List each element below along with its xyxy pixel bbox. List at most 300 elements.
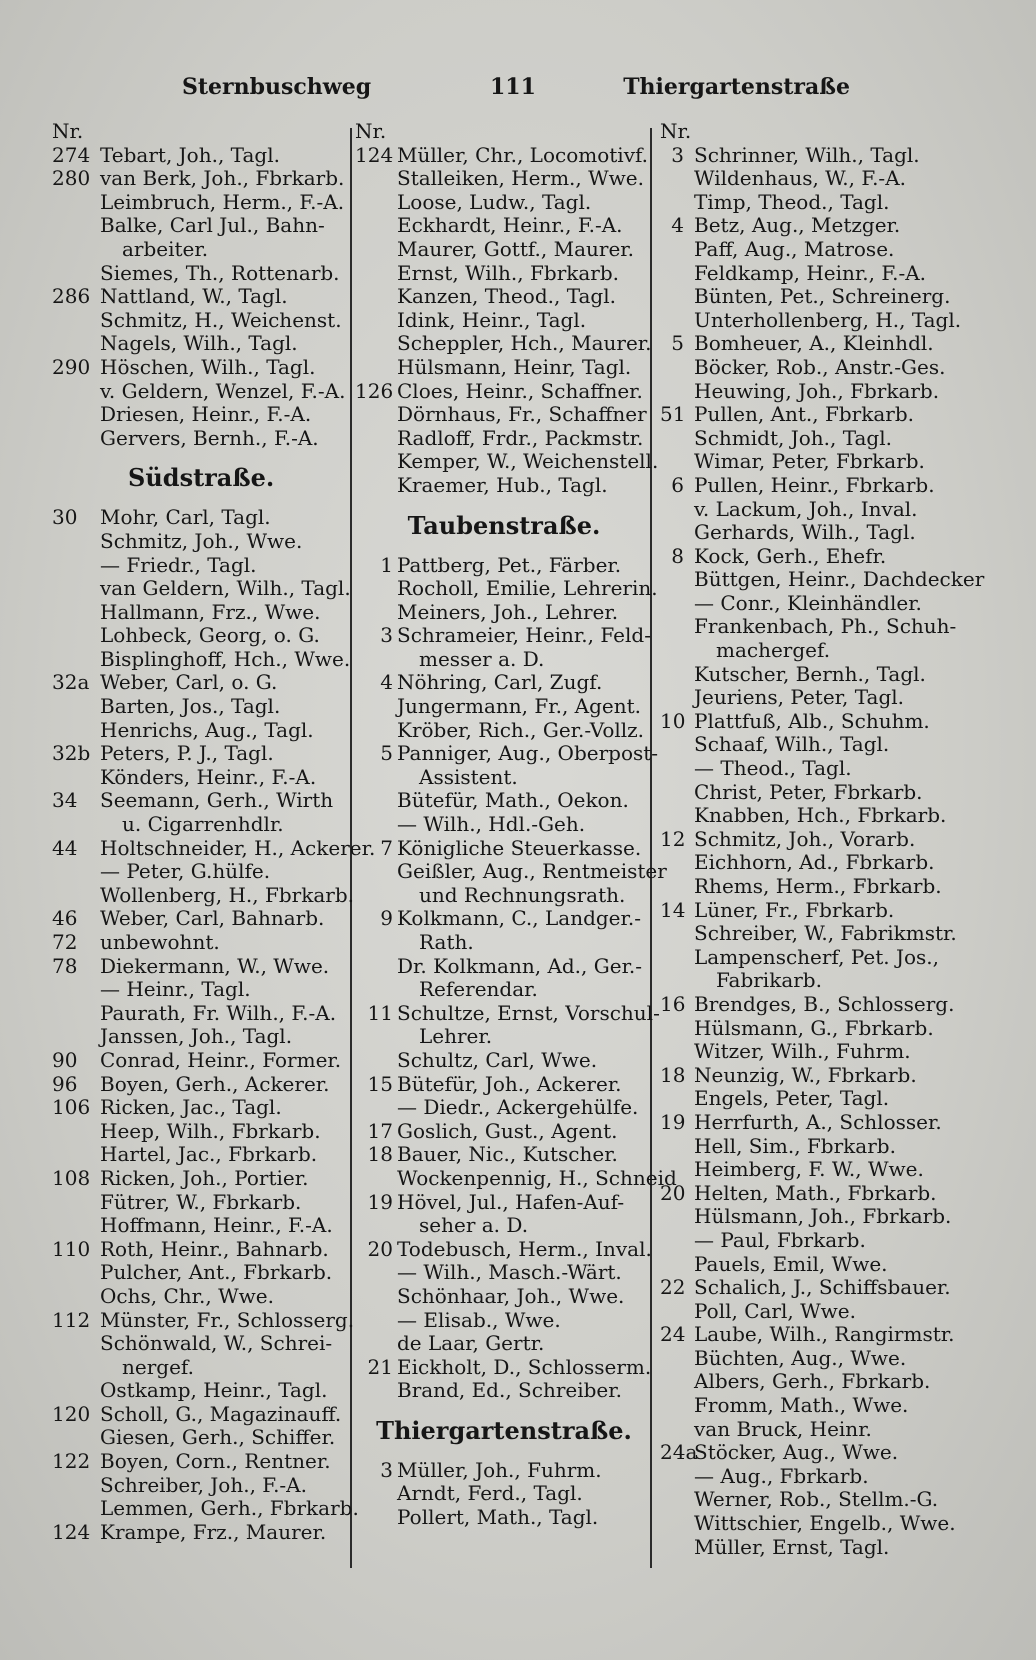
directory-entry <box>355 576 658 601</box>
directory-entry <box>660 1040 960 1064</box>
resident-text: Lemmen, Gerh., Fbrkarb. <box>100 1496 359 1521</box>
directory-entry <box>660 450 960 474</box>
directory-entry <box>355 214 653 238</box>
house-number: 122 <box>52 1449 91 1474</box>
resident-text: Stöcker, Aug., Wwe. <box>694 1440 899 1465</box>
house-number: 4 <box>380 670 393 695</box>
resident-text: — Diedr., Ackergehülfe. <box>397 1095 639 1120</box>
directory-entry <box>355 554 653 578</box>
resident-text: Scholl, G., Magazinauff. <box>100 1401 342 1426</box>
house-number: 96 <box>52 1071 78 1096</box>
resident-text: Nöhring, Carl, Zugf. <box>397 670 603 695</box>
resident-text: arbeiter. <box>122 236 209 261</box>
directory-entry <box>355 1459 653 1483</box>
house-number: 1 <box>380 552 393 577</box>
directory-entry <box>660 1418 960 1442</box>
resident-text: Dörnhaus, Fr., Schaffner <box>397 402 647 427</box>
resident-text: Nattland, W., Tagl. <box>100 284 288 309</box>
resident-text: Plattfuß, Alb., Schuhm. <box>694 708 930 733</box>
resident-text: Heep, Wilh., Fbrkarb. <box>100 1118 321 1143</box>
directory-entry <box>52 695 342 719</box>
directory-entry <box>52 189 345 215</box>
house-number: 18 <box>367 1142 393 1167</box>
directory-entry <box>52 860 342 884</box>
house-number: 3 <box>671 142 684 167</box>
house-number: 46 <box>52 906 78 931</box>
resident-text: Paurath, Fr. Wilh., F.-A. <box>100 1000 337 1025</box>
resident-text: Bisplinghoff, Hch., Wwe. <box>100 646 351 671</box>
resident-text: — Heinr., Tagl. <box>100 977 251 1002</box>
resident-text: — Elisab., Wwe. <box>397 1307 561 1332</box>
resident-text: Todebusch, Herm., Inval. <box>397 1236 652 1261</box>
resident-text: Schultze, Ernst, Vorschul- <box>397 1000 660 1025</box>
directory-entry <box>660 427 960 451</box>
house-number: 19 <box>367 1189 393 1214</box>
directory-entry <box>355 356 653 380</box>
directory-entry <box>52 646 351 672</box>
directory-entry <box>660 1394 960 1418</box>
resident-text: Timp, Theod., Tagl. <box>694 189 890 214</box>
directory-entry <box>52 238 342 262</box>
resident-text: Fabrikarb. <box>716 968 822 993</box>
directory-entry <box>355 789 653 813</box>
directory-entry <box>660 663 960 687</box>
directory-entry <box>355 1073 653 1097</box>
house-number: 78 <box>52 953 78 978</box>
resident-text: u. Cigarrenhdlr. <box>122 812 284 837</box>
directory-entry <box>660 1205 960 1229</box>
directory-entry <box>355 380 653 404</box>
resident-text: Gerhards, Wilh., Tagl. <box>694 520 916 545</box>
directory-entry <box>52 1120 342 1144</box>
directory-entry <box>660 686 960 710</box>
directory-entry <box>660 828 960 852</box>
resident-text: — Paul, Fbrkarb. <box>694 1227 866 1252</box>
directory-entry <box>660 1347 960 1371</box>
directory-entry <box>355 813 653 837</box>
directory-entry <box>355 1285 653 1309</box>
directory-entry <box>660 922 960 946</box>
resident-text: Laube, Wilh., Rangirmstr. <box>694 1322 955 1347</box>
directory-entry <box>660 285 960 309</box>
house-number: 124 <box>355 142 394 167</box>
resident-text: Maurer, Gottf., Maurer. <box>397 236 635 261</box>
resident-text: Kolkmann, C., Landger.- <box>397 906 641 931</box>
directory-entry <box>52 166 345 191</box>
house-number: 10 <box>660 708 686 733</box>
directory-entry <box>52 554 342 578</box>
directory-entry <box>355 1214 653 1238</box>
directory-entry <box>660 781 960 805</box>
directory-entry <box>52 1143 342 1167</box>
directory-entry <box>355 1049 653 1073</box>
resident-text: Referendar. <box>419 977 538 1002</box>
resident-text: Peters, P. J., Tagl. <box>100 741 274 766</box>
directory-entry <box>355 766 653 790</box>
directory-entry <box>355 859 667 884</box>
resident-text: Pullen, Heinr., Fbrkarb. <box>694 472 935 497</box>
house-number: 32a <box>52 670 90 695</box>
resident-text: Schalich, J., Schiffsbauer. <box>694 1275 951 1300</box>
resident-text: Cloes, Heinr., Schaffner. <box>397 378 643 403</box>
resident-text: Jungermann, Fr., Agent. <box>397 694 642 719</box>
house-number: 280 <box>52 166 91 191</box>
house-number: 90 <box>52 1047 78 1072</box>
directory-entry <box>52 1356 342 1380</box>
resident-text: Rhems, Herm., Fbrkarb. <box>694 874 942 898</box>
directory-entry <box>660 592 960 616</box>
directory-entry <box>355 1165 677 1191</box>
resident-text: Büttgen, Heinr., Dachdecker <box>694 567 985 592</box>
resident-text: Heimberg, F. W., Wwe. <box>694 1157 924 1182</box>
resident-text: Janssen, Joh., Tagl. <box>100 1024 293 1049</box>
house-number: 8 <box>671 543 684 568</box>
directory-entry <box>355 474 653 498</box>
resident-text: Balke, Carl Jul., Bahn- <box>100 213 325 238</box>
directory-entry <box>355 1025 653 1049</box>
directory-entry <box>52 835 376 861</box>
resident-text: Neunzig, W., Fbrkarb. <box>694 1062 917 1087</box>
resident-text: Idink, Heinr., Tagl. <box>397 307 587 332</box>
resident-text: Bütefür, Joh., Ackerer. <box>397 1071 622 1096</box>
column-header-nr: Nr. <box>355 119 387 143</box>
directory-entry <box>660 380 960 404</box>
directory-entry <box>660 710 960 734</box>
resident-text: Driesen, Heinr., F.-A. <box>100 402 312 427</box>
house-number: 274 <box>52 142 91 167</box>
resident-text: Unterhollenberg, H., Tagl. <box>694 307 962 332</box>
resident-text: Poll, Carl, Wwe. <box>694 1298 856 1323</box>
resident-text: Albers, Gerh., Fbrkarb. <box>694 1369 931 1394</box>
directory-entry <box>660 1441 960 1465</box>
directory-entry <box>52 882 354 908</box>
house-number: 112 <box>52 1307 91 1332</box>
directory-entry <box>52 1191 342 1215</box>
resident-text: Könders, Heinr., F.-A. <box>100 764 317 789</box>
house-number: 30 <box>52 505 78 530</box>
directory-entry <box>52 1261 342 1285</box>
directory-entry <box>355 403 653 427</box>
resident-text: Goslich, Gust., Agent. <box>397 1118 618 1143</box>
header-left-street: Sternbuschweg <box>182 74 372 100</box>
resident-text: Hartel, Jac., Fbrkarb. <box>100 1142 318 1167</box>
directory-entry <box>355 427 653 451</box>
house-number: 20 <box>660 1180 686 1205</box>
house-number: 126 <box>355 378 394 403</box>
resident-text: seher a. D. <box>419 1213 529 1238</box>
resident-text: Diekermann, W., Wwe. <box>100 953 330 978</box>
directory-entry <box>52 1238 342 1262</box>
resident-text: Dr. Kolkmann, Ad., Ger.- <box>397 953 643 978</box>
house-number: 24 <box>660 1322 686 1347</box>
resident-text: Höschen, Wilh., Tagl. <box>100 354 316 379</box>
resident-text: Boyen, Gerh., Ackerer. <box>100 1071 330 1096</box>
directory-entry <box>52 1496 359 1521</box>
house-number: 6 <box>671 472 684 497</box>
column-header-row <box>660 120 960 144</box>
resident-text: nergef. <box>122 1354 194 1379</box>
house-number: 72 <box>52 930 78 954</box>
directory-entry <box>355 262 653 286</box>
resident-text: Roth, Heinr., Bahnarb. <box>100 1236 329 1261</box>
directory-entry <box>52 624 342 648</box>
directory-entry <box>660 567 985 592</box>
resident-text: Lampenscherf, Pet. Jos., <box>694 944 940 969</box>
directory-entry <box>52 1096 342 1120</box>
resident-text: Weber, Carl, Bahnarb. <box>100 906 325 931</box>
resident-text: Schultz, Carl, Wwe. <box>397 1047 598 1072</box>
house-number: 14 <box>660 897 686 922</box>
directory-entry <box>355 238 653 262</box>
directory-entry <box>52 955 342 979</box>
resident-text: Barten, Jos., Tagl. <box>100 694 281 719</box>
directory-entry <box>660 1536 960 1560</box>
directory-entry <box>355 144 653 168</box>
resident-text: Fromm, Math., Wwe. <box>694 1393 909 1418</box>
resident-text: Schönhaar, Joh., Wwe. <box>397 1283 625 1308</box>
directory-entry <box>52 1450 342 1474</box>
directory-entry <box>355 1356 653 1380</box>
resident-text: Pollert, Math., Tagl. <box>397 1505 599 1530</box>
resident-text: Pattberg, Pet., Färber. <box>397 552 622 577</box>
directory-entry <box>660 1300 960 1324</box>
resident-text: Böcker, Rob., Anstr.-Ges. <box>694 354 946 379</box>
resident-text: van Geldern, Wilh., Tagl. <box>100 576 351 601</box>
house-number: 32b <box>52 741 91 766</box>
resident-text: Nagels, Wilh., Tagl. <box>100 331 298 356</box>
resident-text: Brendges, B., Schlosserg. <box>694 991 955 1016</box>
directory-entry <box>355 1261 653 1285</box>
resident-text: Witzer, Wilh., Fuhrm. <box>694 1039 911 1064</box>
resident-text: Hell, Sim., Fbrkarb. <box>694 1133 896 1158</box>
directory-entry <box>52 1167 342 1191</box>
column-header-nr: Nr. <box>660 119 692 143</box>
directory-entry <box>660 167 960 191</box>
resident-text: Heuwing, Joh., Fbrkarb. <box>694 378 940 403</box>
resident-text: van Berk, Joh., Fbrkarb. <box>100 166 345 191</box>
house-number: 106 <box>52 1095 91 1120</box>
resident-text: Eickholt, D., Schlosserm. <box>397 1354 652 1379</box>
resident-text: Schrinner, Wilh., Tagl. <box>694 142 920 167</box>
directory-entry <box>52 1073 342 1097</box>
directory-entry <box>355 978 653 1002</box>
directory-entry <box>660 1465 960 1489</box>
directory-entry <box>660 1064 960 1088</box>
directory-entry <box>355 1482 653 1506</box>
directory-entry <box>355 907 653 931</box>
resident-text: Brand, Ed., Schreiber. <box>397 1378 622 1403</box>
directory-entry <box>355 695 653 719</box>
directory-entry <box>660 498 960 522</box>
directory-entry <box>355 309 653 333</box>
directory-entry <box>355 449 659 474</box>
directory-entry <box>52 742 342 766</box>
resident-text: — Friedr., Tagl. <box>100 552 257 577</box>
directory-entry <box>52 1521 342 1545</box>
resident-text: Müller, Chr., Locomotivf. <box>397 142 649 167</box>
directory-entry <box>660 875 960 899</box>
directory-entry <box>52 671 342 695</box>
directory-entry <box>660 804 960 828</box>
directory-entry <box>660 1512 960 1536</box>
resident-text: Seemann, Gerh., Wirth <box>100 788 334 813</box>
directory-entry <box>52 309 342 333</box>
resident-text: Mohr, Carl, Tagl. <box>100 505 271 530</box>
house-number: 22 <box>660 1275 686 1300</box>
directory-entry <box>355 1191 653 1215</box>
directory-entry <box>355 624 653 648</box>
directory-entry <box>660 1017 960 1041</box>
directory-entry <box>52 766 342 790</box>
directory-entry <box>355 601 653 625</box>
resident-text: Betz, Aug., Metzger. <box>694 213 901 238</box>
page-number: 111 <box>490 74 536 100</box>
directory-entry <box>660 1253 960 1277</box>
house-number: 290 <box>52 354 91 379</box>
resident-text: Müller, Joh., Fuhrm. <box>397 1457 602 1482</box>
house-number: 5 <box>380 741 393 766</box>
resident-text: Bünten, Pet., Schreinerg. <box>694 284 951 309</box>
resident-text: Büchten, Aug., Wwe. <box>694 1345 907 1370</box>
directory-entry <box>660 1111 960 1135</box>
directory-entry <box>660 474 960 498</box>
resident-text: Weber, Carl, o. G. <box>100 670 278 695</box>
directory-entry <box>660 1276 960 1300</box>
house-number: 44 <box>52 835 78 860</box>
resident-text: van Bruck, Heinr. <box>694 1416 872 1441</box>
house-number: 21 <box>367 1354 393 1379</box>
directory-entry <box>660 309 960 333</box>
house-number: 5 <box>671 331 684 356</box>
directory-entry <box>52 1379 342 1403</box>
resident-text: Schrameier, Heinr., Feld- <box>397 623 651 648</box>
resident-text: Feldkamp, Heinr., F.-A. <box>694 260 927 285</box>
resident-text: Ochs, Chr., Wwe. <box>100 1283 274 1308</box>
directory-entry <box>355 1309 653 1333</box>
resident-text: Ostkamp, Heinr., Tagl. <box>100 1378 328 1403</box>
directory-entry <box>355 1332 653 1356</box>
house-number: 18 <box>660 1062 686 1087</box>
house-number: 124 <box>52 1519 91 1544</box>
directory-entry <box>355 1506 653 1530</box>
directory-entry <box>660 214 960 238</box>
house-number: 3 <box>380 1457 393 1482</box>
directory-entry <box>52 1214 342 1238</box>
resident-text: Pauels, Emil, Wwe. <box>694 1251 888 1276</box>
directory-entry <box>52 332 342 356</box>
directory-entry <box>660 733 960 757</box>
directory-entry <box>52 719 342 743</box>
directory-entry <box>660 332 960 356</box>
street-heading: Taubenstraße. <box>407 510 601 540</box>
directory-entry <box>355 191 653 215</box>
house-number: 34 <box>52 788 78 813</box>
directory-entry <box>355 1143 653 1167</box>
directory-entry <box>52 1049 342 1073</box>
resident-text: de Laar, Gertr. <box>397 1331 545 1356</box>
directory-entry <box>660 238 960 262</box>
directory-entry <box>355 1238 653 1262</box>
directory-entry <box>52 144 342 168</box>
house-number: 20 <box>367 1236 393 1261</box>
resident-text: und Rechnungsrath. <box>419 882 626 907</box>
directory-entry <box>52 576 351 601</box>
directory-entry <box>52 1332 342 1356</box>
resident-text: — Theod., Tagl. <box>694 756 852 781</box>
directory-entry <box>52 1025 342 1049</box>
resident-text: Lohbeck, Georg, o. G. <box>100 623 320 648</box>
directory-entry <box>52 931 342 955</box>
house-number: 19 <box>660 1109 686 1134</box>
resident-text: Kutscher, Bernh., Tagl. <box>694 661 926 686</box>
directory-entry <box>52 530 342 554</box>
column-3 <box>660 119 985 1559</box>
house-number: 9 <box>380 906 393 931</box>
house-number: 11 <box>367 1000 393 1025</box>
resident-text: machergef. <box>716 638 831 663</box>
resident-text: Hoffmann, Heinr., F.-A. <box>100 1213 333 1238</box>
resident-text: Frankenbach, Ph., Schuh- <box>694 614 957 639</box>
directory-entry <box>660 639 960 663</box>
resident-text: Lehrer. <box>419 1024 493 1049</box>
resident-text: Schreiber, Joh., F.-A. <box>100 1472 307 1497</box>
directory-entry <box>355 1000 660 1026</box>
directory-entry <box>355 741 659 766</box>
resident-text: Pulcher, Ant., Fbrkarb. <box>100 1260 333 1285</box>
house-number: 17 <box>367 1118 393 1143</box>
resident-text: Christ, Peter, Fbrkarb. <box>694 779 923 804</box>
resident-text: Hülsmann, Joh., Fbrkarb. <box>694 1204 952 1229</box>
directory-entry <box>660 1135 960 1159</box>
directory-entry <box>660 615 960 639</box>
resident-text: Ernst, Wilh., Fbrkarb. <box>397 260 620 285</box>
resident-text: Eichhorn, Ad., Fbrkarb. <box>694 850 935 875</box>
page-header <box>170 74 850 108</box>
resident-text: Fütrer, W., Fbrkarb. <box>100 1189 302 1214</box>
resident-text: Tebart, Joh., Tagl. <box>100 142 280 167</box>
resident-text: Wildenhaus, W., F.-A. <box>694 166 906 191</box>
resident-text: Hallmann, Frz., Wwe. <box>100 599 321 624</box>
directory-entry <box>52 813 342 837</box>
resident-text: Wimar, Peter, Fbrkarb. <box>694 449 925 474</box>
resident-text: Kemper, W., Weichenstell. <box>397 449 659 474</box>
directory-entry <box>355 332 653 356</box>
resident-text: Hülsmann, G., Fbrkarb. <box>694 1015 934 1040</box>
directory-entry <box>660 969 960 993</box>
resident-text: unbewohnt. <box>100 930 220 954</box>
directory-entry <box>660 403 960 427</box>
resident-text: Rath. <box>419 930 474 954</box>
directory-entry <box>660 899 960 923</box>
directory-entry <box>52 285 342 309</box>
directory-entry <box>355 884 653 908</box>
directory-entry <box>52 403 342 427</box>
resident-text: — Wilh., Masch.-Wärt. <box>397 1260 622 1285</box>
resident-text: Loose, Ludw., Tagl. <box>397 189 592 214</box>
resident-text: Kraemer, Hub., Tagl. <box>397 472 608 497</box>
column-header-row <box>355 120 653 144</box>
house-number: 51 <box>660 402 686 427</box>
directory-entry <box>52 378 346 404</box>
resident-text: Hülsmann, Heinr, Tagl. <box>397 354 632 379</box>
house-number: 4 <box>671 213 684 238</box>
resident-text: Holtschneider, H., Ackerer. <box>100 835 376 860</box>
street-heading: Südstraße. <box>128 463 275 493</box>
resident-text: v. Geldern, Wenzel, F.-A. <box>100 378 346 403</box>
directory-entry <box>660 993 960 1017</box>
directory-entry <box>660 521 960 545</box>
resident-text: Eckhardt, Heinr., F.-A. <box>397 213 623 238</box>
